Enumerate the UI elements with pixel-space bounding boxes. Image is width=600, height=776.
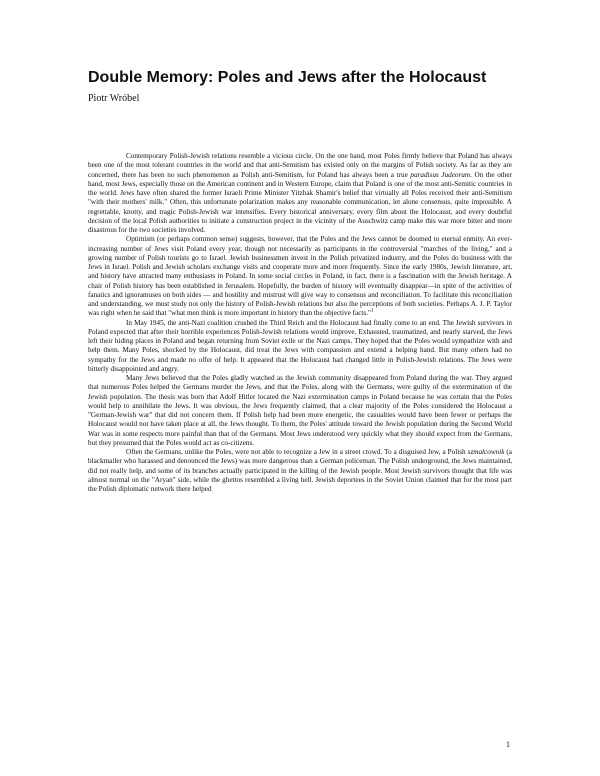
paragraph-5-text-a: Often the Germans, unlike the Poles, were not able to recognize a Jew in a street crowd. To a disguised Jew, a Polish — [126, 448, 468, 456]
paragraph-1-text-b: . On the other hand, most Jews, especially those on the American continent and in Western Europe, claim that Poland is one of the most anti-Semitic countries in the world. Jews have often shared the former Israeli Prime Minister Yitzhak Shamir's belief that virtually all Poles received their anti-Semitism "with their mothers' milk." Often, this unfortunate polarization makes any reasonable communication, let alone consensus, quite impossible. A regrettable, knotty, and tragic Polish-Jewish war intensifies. Every historical anniversary, every film about the Holocaust, and every doubtful decision of the local Polish authorities to initiate a construction project in the vicinity of the Auschwitz camp make this war more bitter and more disastrous for the two societies involved. — [88, 170, 512, 234]
paragraph-3-text: In May 1945, the anti-Nazi coalition crushed the Third Reich and the Holocaust had finally come to an end. The Jewish survivors in Poland expected that after their horrible experiences Polish-Jewish relations would improve. Exhausted, traumatized, and nearly starved, the Jews left their hiding places in Poland and began returning from Soviet exile or the Nazi camps. They hoped that the Poles would sympathize with and help them. Many Poles, shocked by the Holocaust, did treat the Jews with compassion and extend a helping hand. But many others had no sympathy for the Jews and made no offer of help. It appeared that the Holocaust had changed little in Polish-Jewish relations. The Jews were bitterly disappointed and angry. — [88, 318, 512, 373]
page-title: Double Memory: Poles and Jews after the Holocaust — [88, 69, 487, 86]
latin-term: paradisus Judeorum — [410, 170, 471, 179]
paragraph-2-text: Optimism (or perhaps common sense) suggests, however, that the Poles and the Jews cannot be doomed to eternal enmity. An ever-increasing number of Jews visit Poland every year, though not necessarily as participants in the controversial "marches of the living," and a growing number of Polish tourists go to Israel. Jewish businessmen invest in the Polish privatized industry, and the Poles do business with the Jews in Israel. Polish and Jewish scholars exchange visits and cooperate more and more frequently. Since the early 1980s, Jewish literature, art, and history have attracted many enthusiasts in Poland. In some social circles in Poland, in fact, there is a fascination with the Jewish heritage. A chair of Polish history has been established in Jerusalem. Hopefully, the burden of history will eventually disappear—in spite of the activities of fanatics and ignoramuses on both sides — and hostility and mistrust will give way to consensus and reconciliation. To facilitate this reconciliation and understanding, we must study not only the history of Polish-Jewish relations but also the perceptions of both societies. Perhaps A. J. P. Taylor was right when he said that "what men think is more important in history than the objective facts." — [88, 235, 512, 318]
paragraph-4-text: Many Jews believed that the Poles gladly watched as the Jewish community disappeared from Poland during the war. They argued that numerous Poles helped the Germans murder the Jews, and that the Poles, along with the Germans, were guilty of the extermination of the Jewish population. The thesis was born that Adolf Hitler located the Nazi extermination camps in Poland because he was certain that the Poles would help to annihilate the Jews. It was obvious, the Jews frequently claimed, that a clear majority of the Poles considered the Holocaust a "German-Jewish war" that did not concern them. If Polish help had been more energetic, the casualties would have been fewer or perhaps the Holocaust would not have taken place at all, the Jews thought. To them, the Poles' attitude toward the Jewish population during the Second World War was in some respects more painful than that of the Germans. Most Jews understood very quickly what they should expect from the Germans, but they presumed that the Poles would act as co-citizens. — [88, 374, 512, 447]
paragraph-1-text-a: Contemporary Polish-Jewish relations resemble a vicious circle. On the one hand, most Poles firmly believe that Poland has always been one of the most tolerant countries in the world and that anti-Semitism has existed only on the margins of Polish society. As far as they are concerned, there has been no such phenomenon as Polish anti-Semitism, for Poland has always been a true — [88, 152, 512, 179]
paragraph-3 — [88, 319, 512, 375]
author-name: Piotr Wróbel — [88, 93, 140, 104]
paragraph-5 — [88, 448, 512, 494]
footnote-marker[interactable]: 1 — [370, 308, 374, 314]
article-body — [88, 152, 512, 494]
paragraph-1 — [88, 152, 512, 235]
page-number: 1 — [506, 740, 510, 749]
paragraph-2 — [88, 235, 512, 318]
paragraph-5-text-b: (a blackmailer who harassed and denounced the Jews) was more dangerous than a German policeman. The Polish underground, the Jews maintained, did not really help, and some of its branches actually participated in the killing of the Jewish people. Most Jewish survivors thought that life was almost normal on the "Aryan" side, while the ghettos resembled a living hell. Jewish deportees in the Soviet Union claimed that for the most part the Polish diplomatic network there helped — [88, 448, 512, 493]
paragraph-4 — [88, 374, 512, 448]
polish-term: szmalcownik — [467, 448, 505, 456]
